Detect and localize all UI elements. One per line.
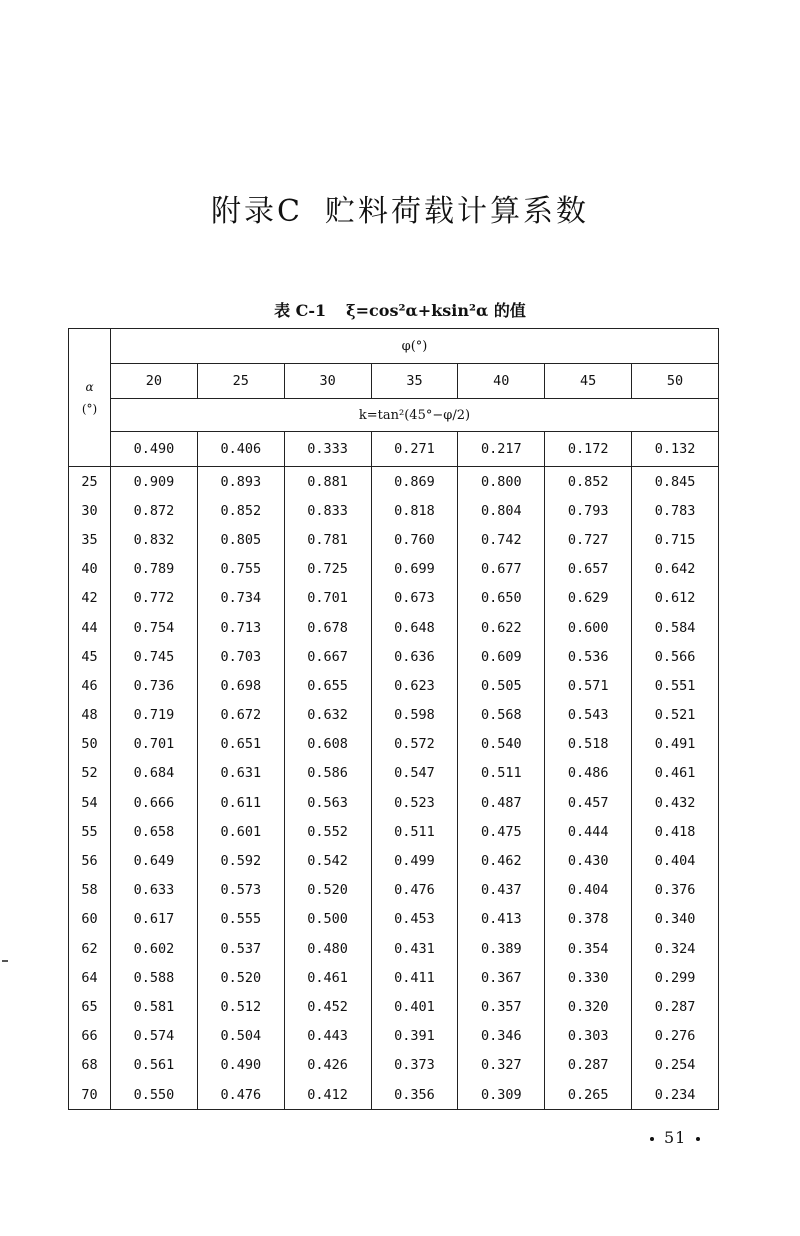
xi-value-cell: 0.609 [458,642,545,671]
xi-value-cell: 0.537 [197,934,284,963]
alpha-cell: 55 [69,817,111,846]
xi-value-cell: 0.760 [371,525,458,554]
xi-value-cell: 0.476 [371,876,458,905]
alpha-cell: 56 [69,846,111,875]
header-row-k-formula [69,399,719,432]
xi-value-cell: 0.401 [371,992,458,1021]
alpha-cell: 40 [69,555,111,584]
xi-value-cell: 0.649 [111,846,198,875]
xi-value-cell: 0.265 [545,1080,632,1110]
alpha-cell: 65 [69,992,111,1021]
alpha-cell: 25 [69,467,111,497]
table-row [69,992,719,1021]
alpha-cell: 42 [69,584,111,613]
phi-value-cell: 50 [632,364,719,399]
xi-value-cell: 0.491 [632,730,719,759]
xi-value-cell: 0.893 [197,467,284,497]
xi-value-cell: 0.636 [371,642,458,671]
table-caption [0,298,800,321]
table-row [69,1022,719,1051]
xi-value-cell: 0.499 [371,846,458,875]
page-number-value: 51 [664,1128,687,1147]
alpha-cell: 64 [69,963,111,992]
table-row [69,613,719,642]
alpha-cell: 45 [69,642,111,671]
table-row [69,1080,719,1110]
xi-value-cell: 0.632 [284,701,371,730]
xi-value-cell: 0.511 [371,817,458,846]
xi-value-cell: 0.523 [371,788,458,817]
xi-value-cell: 0.462 [458,846,545,875]
table-row [69,759,719,788]
xi-value-cell: 0.378 [545,905,632,934]
alpha-cell: 30 [69,496,111,525]
xi-value-cell: 0.601 [197,817,284,846]
table-label: 表 C-1 [274,301,327,320]
xi-value-cell: 0.518 [545,730,632,759]
xi-value-cell: 0.673 [371,584,458,613]
xi-value-cell: 0.598 [371,701,458,730]
table-row [69,584,719,613]
k-value-cell: 0.132 [632,432,719,467]
xi-value-cell: 0.443 [284,1022,371,1051]
xi-value-cell: 0.713 [197,613,284,642]
xi-value-cell: 0.586 [284,759,371,788]
xi-value-cell: 0.555 [197,905,284,934]
xi-value-cell: 0.426 [284,1051,371,1080]
xi-value-cell: 0.367 [458,963,545,992]
xi-value-cell: 0.287 [632,992,719,1021]
xi-value-cell: 0.651 [197,730,284,759]
xi-value-cell: 0.793 [545,496,632,525]
xi-value-cell: 0.444 [545,817,632,846]
alpha-cell: 48 [69,701,111,730]
xi-value-cell: 0.734 [197,584,284,613]
xi-value-cell: 0.511 [458,759,545,788]
xi-value-cell: 0.571 [545,671,632,700]
xi-value-cell: 0.772 [111,584,198,613]
table-row [69,905,719,934]
alpha-unit: (°) [81,401,98,416]
xi-value-cell: 0.540 [458,730,545,759]
appendix-code: 附录C [211,194,303,229]
xi-value-cell: 0.568 [458,701,545,730]
xi-value-cell: 0.818 [371,496,458,525]
xi-value-cell: 0.452 [284,992,371,1021]
xi-value-cell: 0.584 [632,613,719,642]
k-value-cell: 0.271 [371,432,458,467]
xi-value-cell: 0.437 [458,876,545,905]
xi-value-cell: 0.354 [545,934,632,963]
k-value-cell: 0.333 [284,432,371,467]
xi-value-cell: 0.600 [545,613,632,642]
xi-value-cell: 0.340 [632,905,719,934]
xi-value-cell: 0.512 [197,992,284,1021]
xi-value-cell: 0.373 [371,1051,458,1080]
k-formula-header: k=tan²(45°−φ/2) [111,399,719,432]
xi-value-cell: 0.754 [111,613,198,642]
xi-value-cell: 0.648 [371,613,458,642]
xi-value-cell: 0.276 [632,1022,719,1051]
xi-value-cell: 0.719 [111,701,198,730]
table-row [69,1051,719,1080]
xi-value-cell: 0.832 [111,525,198,554]
xi-value-cell: 0.677 [458,555,545,584]
xi-value-cell: 0.431 [371,934,458,963]
xi-value-cell: 0.521 [632,701,719,730]
xi-value-cell: 0.783 [632,496,719,525]
table-row [69,555,719,584]
k-value-cell: 0.217 [458,432,545,467]
xi-value-cell: 0.413 [458,905,545,934]
header-row-k-values [69,432,719,467]
xi-value-cell: 0.346 [458,1022,545,1051]
page-dot-right [696,1137,700,1141]
xi-value-cell: 0.536 [545,642,632,671]
table-row [69,730,719,759]
table-row [69,671,719,700]
xi-value-cell: 0.789 [111,555,198,584]
phi-value-cell: 20 [111,364,198,399]
xi-value-cell: 0.356 [371,1080,458,1110]
xi-value-cell: 0.622 [458,613,545,642]
alpha-header [69,329,111,467]
k-value-cell: 0.490 [111,432,198,467]
k-value-cell: 0.172 [545,432,632,467]
xi-value-cell: 0.703 [197,642,284,671]
xi-value-cell: 0.736 [111,671,198,700]
alpha-cell: 52 [69,759,111,788]
scan-mark [2,960,8,962]
xi-value-cell: 0.804 [458,496,545,525]
xi-value-cell: 0.566 [632,642,719,671]
table-row [69,788,719,817]
xi-value-cell: 0.588 [111,963,198,992]
alpha-cell: 70 [69,1080,111,1110]
phi-value-cell: 45 [545,364,632,399]
xi-value-cell: 0.612 [632,584,719,613]
xi-value-cell: 0.617 [111,905,198,934]
xi-value-cell: 0.461 [632,759,719,788]
alpha-cell: 60 [69,905,111,934]
xi-value-cell: 0.475 [458,817,545,846]
xi-value-cell: 0.254 [632,1051,719,1080]
xi-value-cell: 0.658 [111,817,198,846]
xi-value-cell: 0.845 [632,467,719,497]
xi-value-cell: 0.642 [632,555,719,584]
alpha-cell: 50 [69,730,111,759]
appendix-title [0,186,800,230]
alpha-cell: 46 [69,671,111,700]
xi-value-cell: 0.551 [632,671,719,700]
xi-value-cell: 0.357 [458,992,545,1021]
xi-value-cell: 0.611 [197,788,284,817]
xi-value-cell: 0.411 [371,963,458,992]
xi-value-cell: 0.573 [197,876,284,905]
xi-value-cell: 0.391 [371,1022,458,1051]
xi-value-cell: 0.672 [197,701,284,730]
xi-value-cell: 0.547 [371,759,458,788]
phi-value-cell: 40 [458,364,545,399]
xi-value-cell: 0.389 [458,934,545,963]
xi-value-cell: 0.872 [111,496,198,525]
xi-value-cell: 0.309 [458,1080,545,1110]
xi-value-cell: 0.602 [111,934,198,963]
xi-value-cell: 0.453 [371,905,458,934]
table-row [69,701,719,730]
xi-value-cell: 0.592 [197,846,284,875]
appendix-name: 贮料荷载计算系数 [324,194,589,229]
xi-value-cell: 0.701 [111,730,198,759]
xi-value-cell: 0.404 [545,876,632,905]
xi-value-cell: 0.650 [458,584,545,613]
xi-value-cell: 0.657 [545,555,632,584]
xi-value-cell: 0.800 [458,467,545,497]
xi-value-cell: 0.563 [284,788,371,817]
xi-value-cell: 0.461 [284,963,371,992]
xi-value-cell: 0.574 [111,1022,198,1051]
alpha-cell: 35 [69,525,111,554]
xi-value-cell: 0.572 [371,730,458,759]
xi-value-cell: 0.550 [111,1080,198,1110]
xi-value-cell: 0.412 [284,1080,371,1110]
xi-value-cell: 0.418 [632,817,719,846]
xi-value-cell: 0.430 [545,846,632,875]
table-row [69,817,719,846]
alpha-cell: 58 [69,876,111,905]
phi-value-cell: 35 [371,364,458,399]
xi-value-cell: 0.655 [284,671,371,700]
alpha-cell: 66 [69,1022,111,1051]
xi-value-cell: 0.520 [284,876,371,905]
table-row [69,963,719,992]
table-row [69,846,719,875]
xi-value-cell: 0.727 [545,525,632,554]
xi-value-cell: 0.581 [111,992,198,1021]
xi-value-cell: 0.520 [197,963,284,992]
alpha-cell: 54 [69,788,111,817]
xi-value-cell: 0.376 [632,876,719,905]
xi-value-cell: 0.504 [197,1022,284,1051]
xi-value-cell: 0.608 [284,730,371,759]
table-body [69,467,719,1110]
header-row-phi-values [69,364,719,399]
table-row [69,496,719,525]
xi-value-cell: 0.881 [284,467,371,497]
page-number [640,1128,710,1147]
phi-header: φ(°) [111,329,719,364]
table-row [69,934,719,963]
xi-value-cell: 0.476 [197,1080,284,1110]
xi-value-cell: 0.287 [545,1051,632,1080]
xi-value-cell: 0.678 [284,613,371,642]
table-row [69,525,719,554]
xi-value-cell: 0.755 [197,555,284,584]
table-row [69,876,719,905]
xi-value-cell: 0.909 [111,467,198,497]
xi-value-cell: 0.327 [458,1051,545,1080]
xi-value-cell: 0.487 [458,788,545,817]
xi-value-cell: 0.543 [545,701,632,730]
xi-value-cell: 0.805 [197,525,284,554]
xi-value-cell: 0.684 [111,759,198,788]
xi-value-cell: 0.320 [545,992,632,1021]
xi-value-cell: 0.404 [632,846,719,875]
header-row-phi-title [69,329,719,364]
xi-value-cell: 0.486 [545,759,632,788]
xi-value-cell: 0.432 [632,788,719,817]
alpha-symbol: α [85,379,94,394]
xi-value-cell: 0.633 [111,876,198,905]
xi-value-cell: 0.552 [284,817,371,846]
xi-value-cell: 0.629 [545,584,632,613]
xi-value-cell: 0.457 [545,788,632,817]
coefficient-table [68,328,719,1110]
xi-value-cell: 0.725 [284,555,371,584]
xi-value-cell: 0.666 [111,788,198,817]
xi-value-cell: 0.330 [545,963,632,992]
xi-value-cell: 0.299 [632,963,719,992]
xi-value-cell: 0.742 [458,525,545,554]
xi-value-cell: 0.833 [284,496,371,525]
phi-value-cell: 30 [284,364,371,399]
k-value-cell: 0.406 [197,432,284,467]
xi-value-cell: 0.324 [632,934,719,963]
page-dot-left [650,1137,654,1141]
xi-value-cell: 0.480 [284,934,371,963]
alpha-cell: 62 [69,934,111,963]
xi-value-cell: 0.561 [111,1051,198,1080]
xi-value-cell: 0.745 [111,642,198,671]
xi-value-cell: 0.781 [284,525,371,554]
xi-value-cell: 0.699 [371,555,458,584]
alpha-cell: 44 [69,613,111,642]
xi-value-cell: 0.542 [284,846,371,875]
xi-value-cell: 0.631 [197,759,284,788]
xi-value-cell: 0.869 [371,467,458,497]
xi-value-cell: 0.303 [545,1022,632,1051]
table-formula: ξ=cos²α+ksin²α 的值 [346,301,526,320]
table-row [69,642,719,671]
xi-value-cell: 0.698 [197,671,284,700]
xi-value-cell: 0.505 [458,671,545,700]
phi-value-cell: 25 [197,364,284,399]
xi-value-cell: 0.701 [284,584,371,613]
xi-value-cell: 0.852 [197,496,284,525]
xi-value-cell: 0.667 [284,642,371,671]
xi-value-cell: 0.234 [632,1080,719,1110]
alpha-cell: 68 [69,1051,111,1080]
xi-value-cell: 0.715 [632,525,719,554]
xi-value-cell: 0.500 [284,905,371,934]
table-row [69,467,719,497]
xi-value-cell: 0.623 [371,671,458,700]
xi-value-cell: 0.852 [545,467,632,497]
xi-value-cell: 0.490 [197,1051,284,1080]
